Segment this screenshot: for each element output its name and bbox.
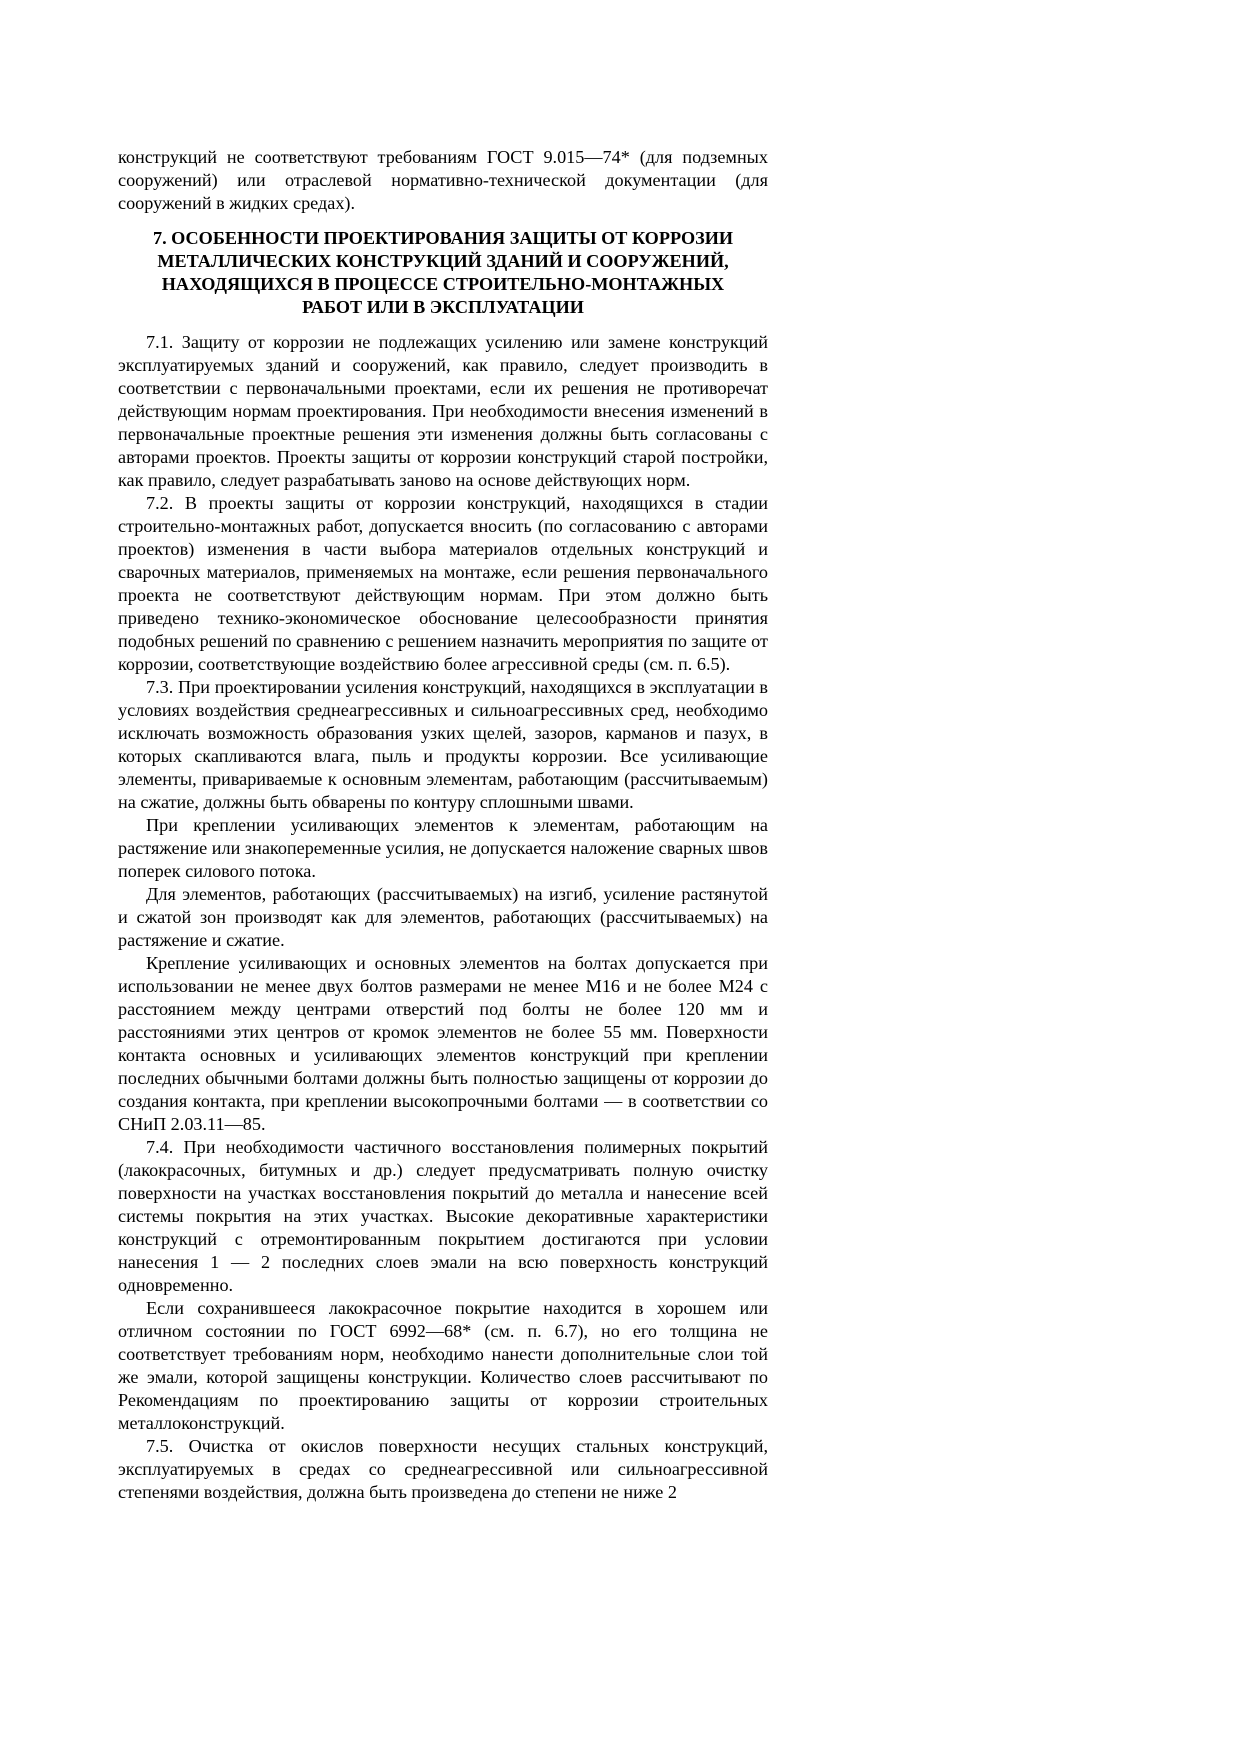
document-page xyxy=(118,146,768,1504)
intro-paragraph: конструкций не соответствуют требованиям ГОСТ 9.015—74* (для подземных сооружений) или отраслевой нормативно-технической документации (для сооружений в жидких средах). xyxy=(118,147,768,213)
paragraph-7-1: 7.1. Защиту от коррозии не подлежащих усилению или замене конструкций эксплуатируемых зданий и сооружений, как правило, следует производить в соответствии с первоначальными проектами, если их решения не противоречат действующим нормам проектирования. При необходимости внесения изменений в первоначальные проектные решения эти изменения должны быть согласованы с авторами проектов. Проекты защиты от коррозии конструкций старой постройки, как правило, следует разрабатывать заново на основе действующих норм. xyxy=(118,332,768,490)
paragraph-7-3-bolts: Крепление усиливающих и основных элементов на болтах допускается при использовании не менее двух болтов размерами не менее М16 и не более М24 с расстоянием между центрами отверстий под болты не более 120 мм и расстояниями этих центров от кромок элементов не более 55 мм. Поверхности контакта основных и усиливающих элементов конструкций при креплении последних обычными болтами должны быть полностью защищены от коррозии до создания контакта, при креплении высокопрочными болтами — в соответствии со СНиП 2.03.11—85. xyxy=(118,953,768,1134)
paragraph-7-2: 7.2. В проекты защиты от коррозии конструкций, находящихся в стадии строительно-монтажных работ, допускается вносить (по согласованию с авторами проектов) изменения в части выбора материалов отдельных конструкций и сварочных материалов, применяемых на монтаже, если решения первоначального проекта не соответствуют действующим нормам. При этом должно быть приведено технико-экономическое обоснование целесообразности принятия подобных решений по сравнению с решением назначить мероприятия по защите от коррозии, соответствующие воздействию более агрессивной среды (см. п. 6.5). xyxy=(118,493,768,674)
paragraph-7-3: 7.3. При проектировании усиления конструкций, находящихся в эксплуатации в условиях воздействия среднеагрессивных и сильноагрессивных сред, необходимо исключать возможность образования узких щелей, зазоров, карманов и пазух, в которых скапливаются влага, пыль и продукты коррозии. Все усиливающие элементы, привариваемые к основным элементам, работающим (рассчитываемым) на сжатие, должны быть обварены по контуру сплошными швами. xyxy=(118,677,768,812)
paragraph-7-3-bending: Для элементов, работающих (рассчитываемых) на изгиб, усиление растянутой и сжатой зон производят как для элементов, работающих (рассчитываемых) на растяжение и сжатие. xyxy=(118,884,768,950)
paragraph-7-4-coating: Если сохранившееся лакокрасочное покрытие находится в хорошем или отличном состоянии по ГОСТ 6992—68* (см. п. 6.7), но его толщина не соответствует требованиям норм, необходимо нанести дополнительные слои той же эмали, которой защищены конструкции. Количество слоев рассчитывают по Рекомендациям по проектированию защиты от коррозии строительных металлоконструкций. xyxy=(118,1298,768,1433)
paragraph-7-4: 7.4. При необходимости частичного восстановления полимерных покрытий (лакокрасочных, битумных и др.) следует предусматривать полную очистку поверхности на участках восстановления покрытий до металла и нанесение всей системы покрытия на этих участках. Высокие декоративные характеристики конструкций с отремонтированным покрытием достигаются при условии нанесения 1 — 2 последних слоев эмали на всю поверхность конструкций одновременно. xyxy=(118,1137,768,1295)
section-heading: 7. ОСОБЕННОСТИ ПРОЕКТИРОВАНИЯ ЗАЩИТЫ ОТ КОРРОЗИИ МЕТАЛЛИЧЕСКИХ КОНСТРУКЦИЙ ЗДАНИЙ И СООРУЖЕНИЙ, НАХОДЯЩИХСЯ В ПРОЦЕССЕ СТРОИТЕЛЬНО-МОНТАЖНЫХ РАБОТ ИЛИ В ЭКСПЛУАТАЦИИ xyxy=(152,228,733,317)
paragraph-7-5: 7.5. Очистка от окислов поверхности несущих стальных конструкций, эксплуатируемых в средах со среднеагрессивной или сильноагрессивной степенями воздействия, должна быть произведена до степени не ниже 2 xyxy=(118,1436,768,1502)
paragraph-7-3-tension: При креплении усиливающих элементов к элементам, работающим на растяжение или знакопеременные усилия, не допускается наложение сварных швов поперек силового потока. xyxy=(118,815,768,881)
